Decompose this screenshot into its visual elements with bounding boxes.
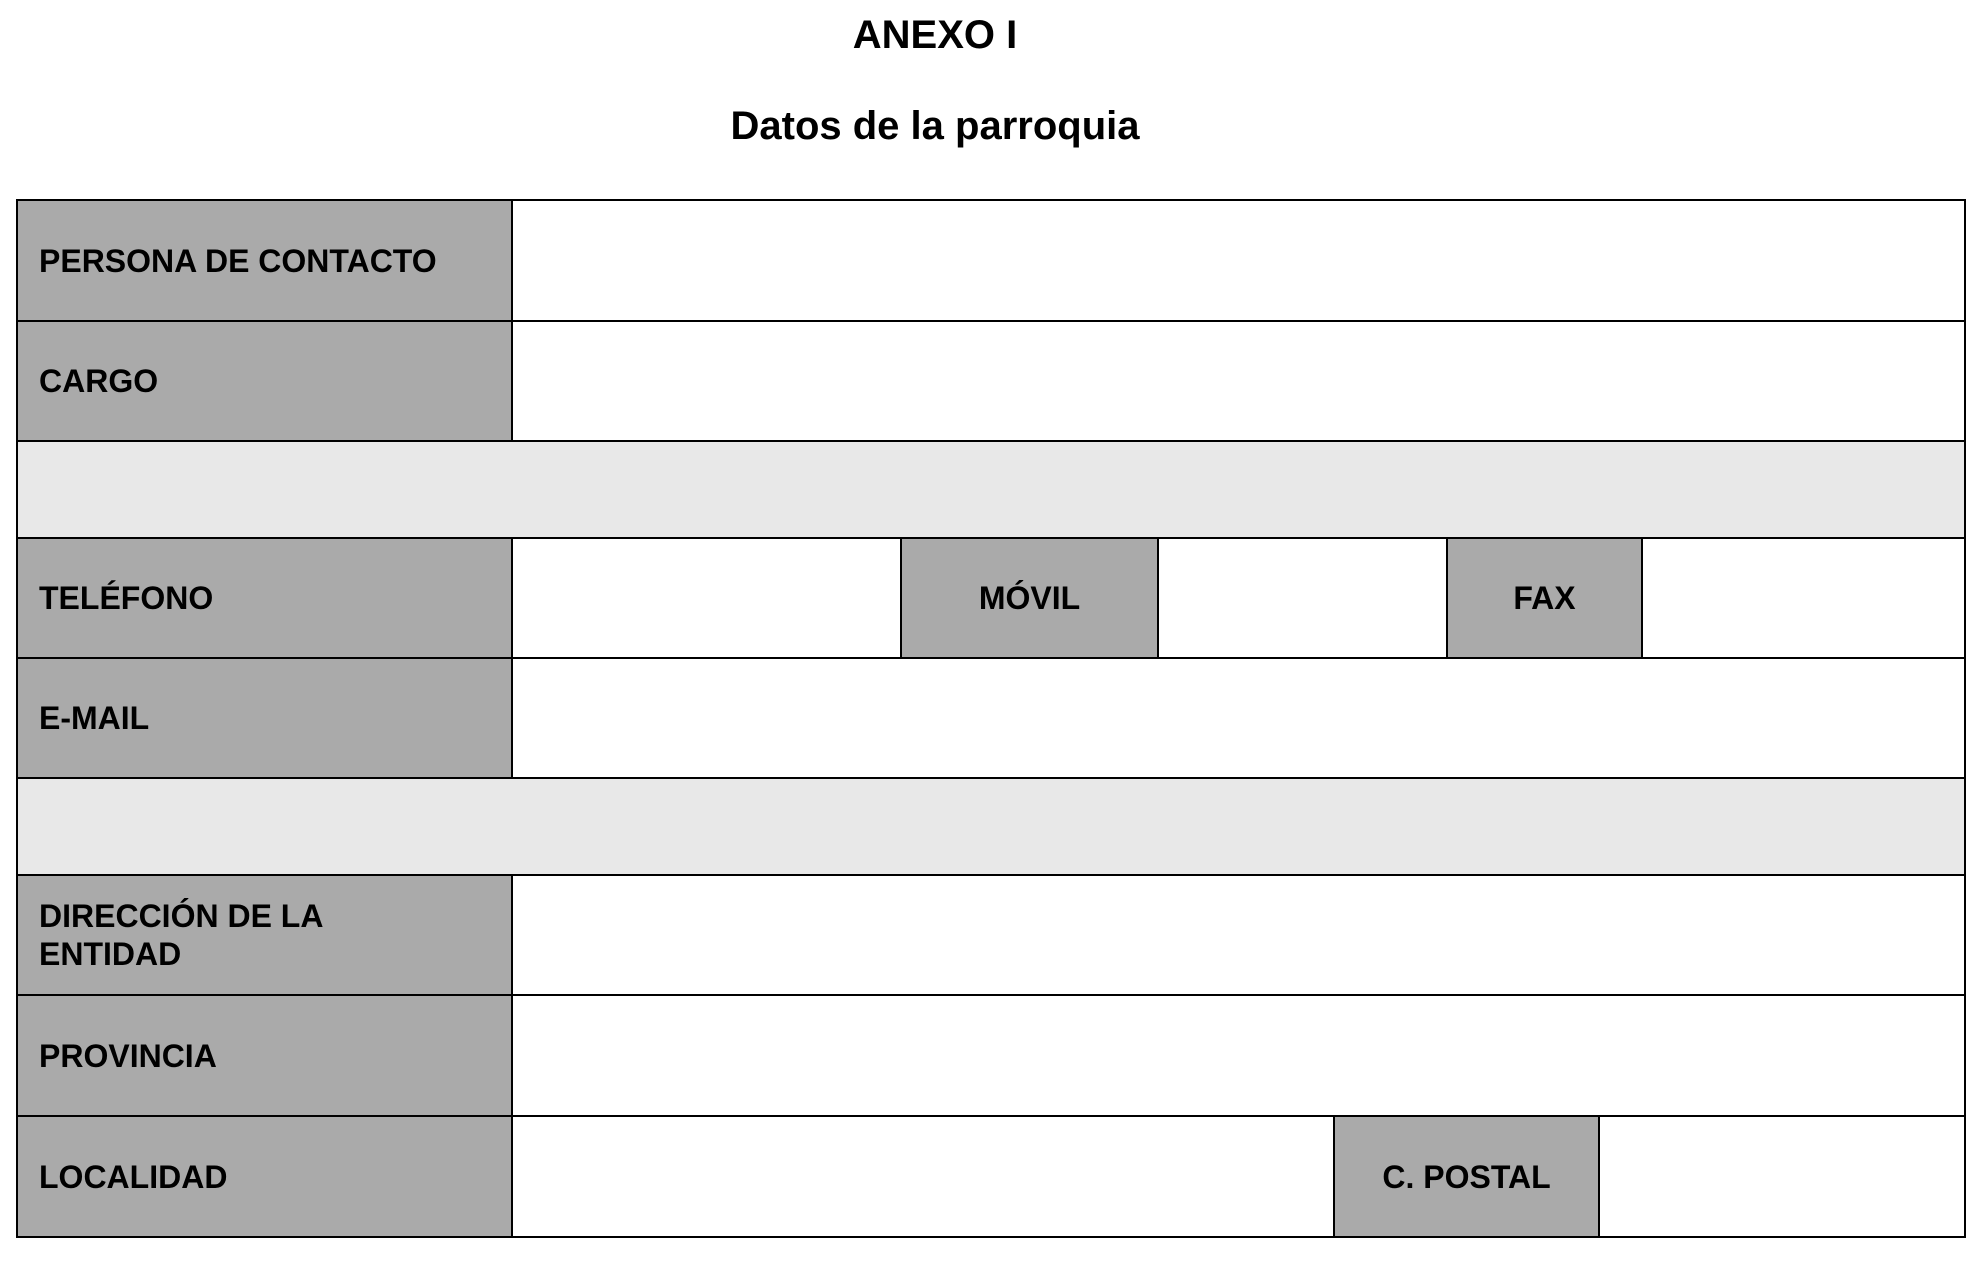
address-label [18, 876, 511, 994]
postal-code-label-text: C. POSTAL [1382, 1158, 1551, 1195]
locality-label-text: LOCALIDAD [39, 1158, 228, 1195]
locality-field[interactable] [513, 1117, 1333, 1236]
column-divider [1598, 1115, 1600, 1236]
column-divider [900, 537, 902, 657]
mobile-label-text: MÓVIL [978, 580, 1081, 616]
contact-person-label [18, 201, 511, 320]
row-divider [18, 994, 1964, 996]
province-label [18, 996, 511, 1115]
mobile-field[interactable] [1159, 539, 1446, 657]
mobile-label [902, 539, 1157, 657]
contact-person-label-text: PERSONA DE CONTACTO [39, 242, 437, 279]
document-title: ANEXO I [852, 13, 1018, 57]
fax-label-text: FAX [1513, 580, 1576, 616]
parish-data-form [16, 199, 1966, 1238]
address-label-text: DIRECCIÓN DE LA ENTIDAD [39, 898, 323, 972]
position-label-text: CARGO [39, 363, 159, 399]
row-divider [18, 320, 1964, 322]
email-label-text: E-MAIL [39, 700, 150, 736]
fax-label [1448, 539, 1641, 657]
position-field[interactable] [513, 322, 1964, 440]
province-field[interactable] [513, 996, 1964, 1115]
document-subtitle: Datos de la parroquia [730, 104, 1140, 148]
row-divider [18, 537, 1964, 539]
fax-field[interactable] [1643, 539, 1964, 657]
column-divider [1446, 537, 1448, 657]
row-divider [18, 874, 1964, 876]
row-divider [18, 440, 1964, 442]
column-divider [511, 874, 513, 1236]
phone-field[interactable] [513, 539, 900, 657]
postal-code-label [1335, 1117, 1598, 1236]
section-spacer [18, 779, 1964, 874]
postal-code-field[interactable] [1600, 1117, 1964, 1236]
address-field[interactable] [513, 876, 1964, 994]
section-spacer [18, 442, 1964, 537]
column-divider [511, 537, 513, 777]
phone-label-text: TELÉFONO [39, 580, 214, 616]
column-divider [511, 201, 513, 440]
column-divider [1641, 537, 1643, 657]
row-divider [18, 777, 1964, 779]
email-field[interactable] [513, 659, 1964, 777]
row-divider [18, 657, 1964, 659]
row-divider [18, 1115, 1964, 1117]
phone-label [18, 539, 511, 657]
locality-label [18, 1117, 511, 1236]
email-label [18, 659, 511, 777]
column-divider [1333, 1115, 1335, 1236]
contact-person-field[interactable] [513, 201, 1964, 320]
province-label-text: PROVINCIA [39, 1037, 217, 1074]
column-divider [1157, 537, 1159, 657]
position-label [18, 322, 511, 440]
